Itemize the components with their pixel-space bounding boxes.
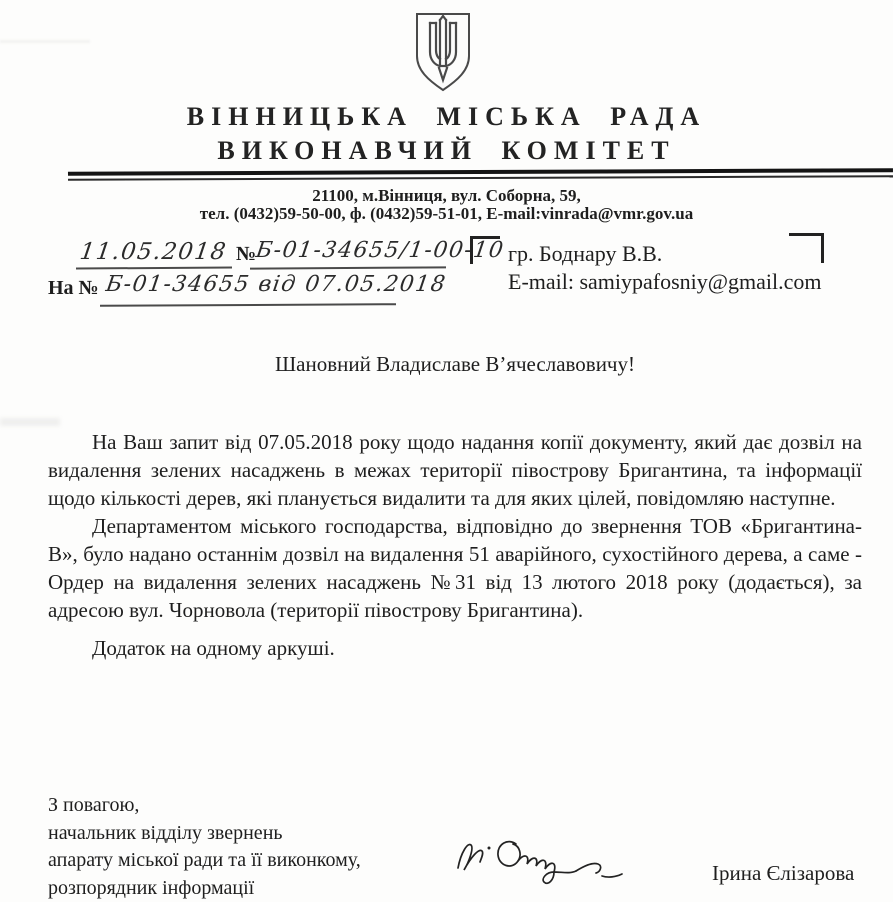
corner-crop-mark-left [470, 236, 500, 264]
underline [76, 266, 232, 269]
handwritten-date: 11.05.2018 [78, 239, 229, 265]
signer-title-3: розпорядник інформації [48, 876, 255, 899]
corner-crop-mark-right [789, 233, 824, 263]
paragraph-2: Департаментом міського господарства, відповідно до звернення ТОВ «Бригантина-В», було надано останнім дозвіл на видалення 51 аварійного, сухостійного дерева, а саме - Ордер на видалення зелених насаджень №31 від 13 лютого 2018 року (додається), за адресою вул. Чорновола (території півострову Бригантина). [48, 514, 862, 622]
address-line-2: тел. (0432)59-50-00, ф. (0432)59-51-01, E-mail:vinrada@vmr.gov.ua [199, 204, 694, 223]
recipient-email: E-mail: samiypafosniy@gmail.com [508, 269, 822, 294]
reply-to-label: На № [48, 277, 99, 299]
paragraph-1: На Ваш запит від 07.05.2018 року щодо надання копії документу, який дає дозвіл на видалення зелених насаджень в межах території півострову Бригантина, та інформації щодо кількості дерев, які планується видалити та для яких цілей, повідомляю наступне. [48, 430, 862, 510]
scan-smudge [0, 40, 90, 43]
header-divider [68, 168, 893, 184]
signer-title-1: начальник відділу звернень [48, 821, 283, 844]
address-line-1: 21100, м.Вінниця, вул. Соборна, 59, [312, 186, 581, 205]
signer-title-2: апарату міської ради та її виконкому, [48, 849, 361, 871]
number-label: № [236, 243, 257, 265]
handwritten-incoming-number: Б-01-34655 від 07.05.2018 [104, 272, 449, 297]
organization-name: ВІННИЦЬКА МІСЬКА РАДА [186, 102, 707, 131]
recipient-name: гр. Боднару В.В. [508, 241, 663, 266]
attachment-note: Додаток на одному аркуші. [92, 636, 335, 660]
greeting-line: Шановний Владиславе В’ячеславовичу! [274, 352, 635, 376]
organization-unit: ВИКОНАВЧИЙ КОМІТЕТ [217, 136, 676, 165]
handwritten-outgoing-number: Б-01-34655/1-00-10 [254, 238, 507, 263]
underline [250, 266, 446, 269]
signer-name: Ірина Єлізарова [712, 861, 855, 885]
underline [100, 303, 396, 307]
ukraine-tryzub-shield-icon [410, 10, 476, 94]
letter-body [48, 428, 862, 662]
scan-smudge [0, 418, 60, 426]
signature-block [48, 792, 361, 902]
handwritten-signature-icon [450, 824, 640, 888]
closing-line: З повагою, [48, 794, 140, 816]
